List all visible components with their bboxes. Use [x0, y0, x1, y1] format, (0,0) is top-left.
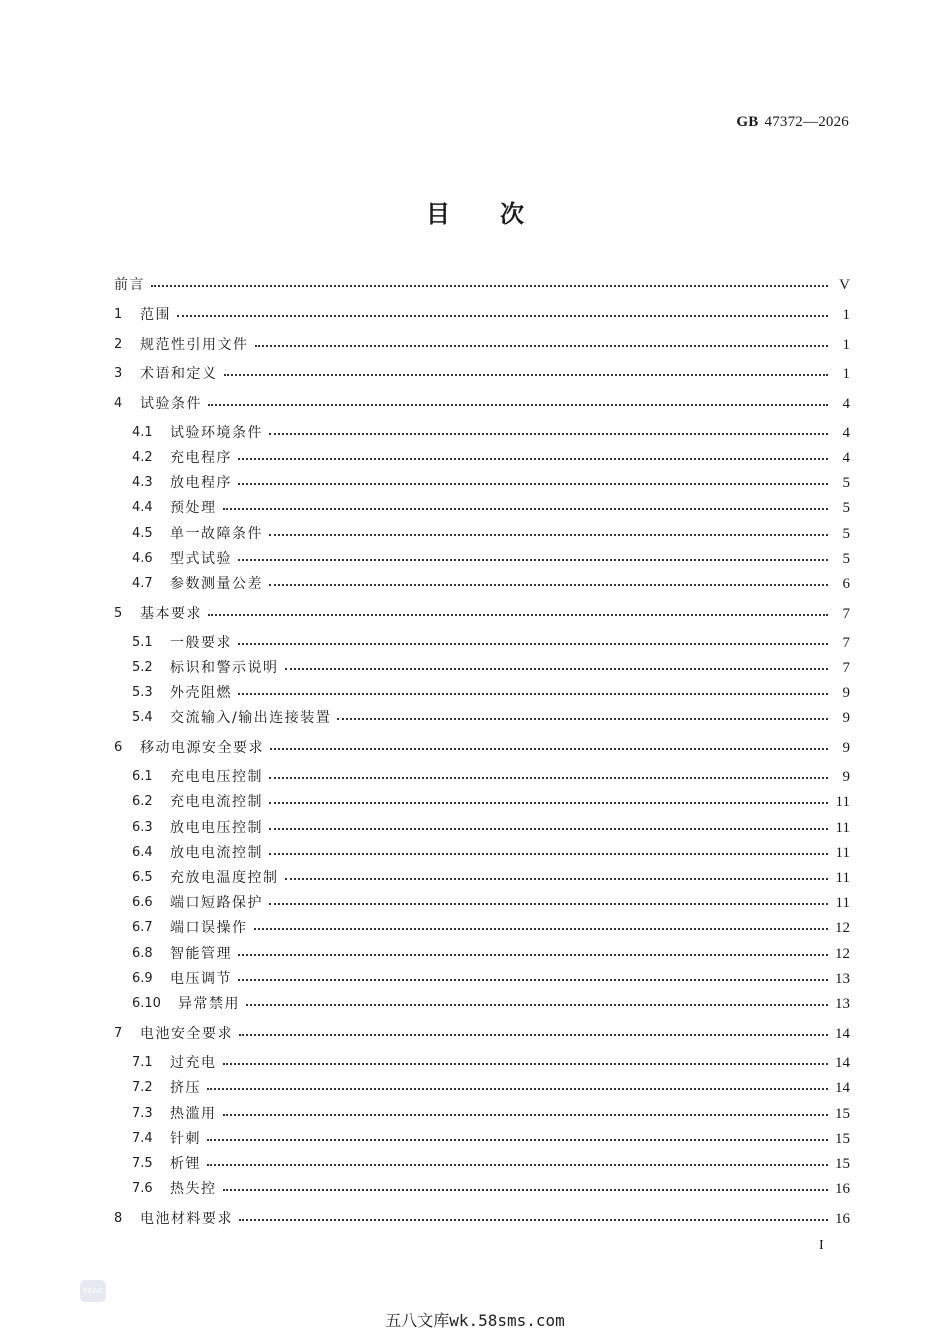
- toc-entry-title: 电压调节: [170, 971, 232, 987]
- toc-entry-title: 基本要求: [140, 606, 202, 622]
- toc-entry-title: 充放电温度控制: [170, 870, 279, 886]
- toc-entry-page: 5: [842, 500, 850, 516]
- toc-entry-number: 6: [114, 740, 123, 755]
- toc-entry-page: 5: [842, 551, 850, 567]
- toc-entry[interactable]: [132, 549, 850, 569]
- toc-entry[interactable]: [132, 1053, 850, 1073]
- toc-entry[interactable]: [114, 305, 850, 325]
- toc-dot-leader: [239, 1219, 828, 1221]
- toc-entry-page: 14: [835, 1080, 850, 1096]
- toc-dot-leader: [238, 954, 828, 956]
- toc-entry-title: 智能管理: [170, 946, 232, 962]
- toc-entry[interactable]: [132, 843, 850, 863]
- toc-entry-title: 针刺: [170, 1131, 201, 1147]
- seac-logo-text: SEAC: [82, 1287, 104, 1295]
- toc-entry-title: 异常禁用: [178, 996, 240, 1012]
- toc-entry-number: 6.6: [132, 895, 153, 910]
- toc-entry-title: 电池材料要求: [140, 1211, 233, 1227]
- toc-entry-number: 6.1: [132, 769, 153, 784]
- toc-entry[interactable]: [132, 658, 850, 678]
- toc-entry-title: 析锂: [170, 1156, 201, 1172]
- toc-entry-title: 移动电源安全要求: [140, 740, 264, 756]
- toc-entry[interactable]: [132, 918, 850, 938]
- toc-entry-page: 9: [842, 710, 850, 726]
- toc-entry[interactable]: [132, 944, 850, 964]
- toc-entry-page: 12: [835, 946, 850, 962]
- toc-entry-title: 参数测量公差: [170, 576, 263, 592]
- toc-dot-leader: [238, 979, 828, 981]
- toc-entry[interactable]: [132, 423, 850, 443]
- toc-entry-number: 1: [114, 307, 123, 322]
- toc-entry-number: 7.4: [132, 1131, 153, 1146]
- toc-entry-page: 16: [835, 1181, 850, 1197]
- toc-entry[interactable]: [132, 969, 850, 989]
- toc-entry-page: 5: [842, 475, 850, 491]
- toc-entry-number: 4.5: [132, 526, 153, 541]
- toc-dot-leader: [177, 315, 828, 317]
- toc-entry-title: 充电电压控制: [170, 769, 263, 785]
- toc-dot-leader: [223, 1189, 829, 1191]
- toc-entry[interactable]: [114, 275, 850, 295]
- toc-entry-page: 1: [842, 366, 850, 382]
- footer-site-watermark: 五八文库wk.58sms.com: [385, 1311, 565, 1330]
- toc-dot-leader: [223, 1063, 829, 1065]
- toc-entry-page: 9: [842, 740, 850, 756]
- toc-entry-number: 5: [114, 606, 123, 621]
- toc-entry-page: 4: [842, 396, 850, 412]
- toc-entry-title: 热失控: [170, 1181, 217, 1197]
- toc-entry-title: 术语和定义: [140, 366, 218, 382]
- toc-dot-leader: [239, 1034, 828, 1036]
- standard-number: 47372—2026: [764, 114, 849, 130]
- toc-entry-number: 3: [114, 366, 123, 381]
- toc-entry[interactable]: [132, 1154, 850, 1174]
- seac-logo-icon: [80, 1280, 106, 1302]
- toc-entry-number: 4.4: [132, 500, 153, 515]
- toc-dot-leader: [337, 718, 828, 720]
- toc-dot-leader: [207, 1164, 828, 1166]
- toc-entry[interactable]: [132, 767, 850, 787]
- toc-entry-number: 7.1: [132, 1055, 153, 1070]
- toc-entry-title: 范围: [140, 307, 171, 323]
- toc-dot-leader: [269, 802, 828, 804]
- toc-entry-title: 端口短路保护: [170, 895, 263, 911]
- toc-entry[interactable]: [132, 994, 850, 1014]
- toc-entry-title: 试验环境条件: [170, 425, 263, 441]
- toc-dot-leader: [255, 345, 829, 347]
- toc-dot-leader: [270, 748, 828, 750]
- toc-entry[interactable]: [132, 524, 850, 544]
- toc-entry[interactable]: [132, 708, 850, 728]
- toc-dot-leader: [208, 404, 828, 406]
- toc-entry-page: 4: [842, 425, 850, 441]
- toc-entry-number: 6.9: [132, 971, 153, 986]
- toc-entry-title: 放电电流控制: [170, 845, 263, 861]
- toc-entry-title: 交流输入/输出连接装置: [170, 710, 332, 726]
- toc-entry-page: 14: [835, 1026, 850, 1042]
- toc-dot-leader: [207, 1139, 828, 1141]
- toc-entry[interactable]: [132, 1179, 850, 1199]
- toc-entry-page: 13: [835, 971, 850, 987]
- toc-entry[interactable]: [114, 364, 850, 384]
- toc-entry-page: 15: [835, 1156, 850, 1172]
- toc-dot-leader: [269, 433, 828, 435]
- toc-entry[interactable]: [114, 604, 850, 624]
- toc-entry-page: 9: [842, 769, 850, 785]
- toc-entry[interactable]: [132, 683, 850, 703]
- toc-entry-title: 单一故障条件: [170, 526, 263, 542]
- toc-entry-page: 6: [842, 576, 850, 592]
- toc-entry[interactable]: [114, 1024, 850, 1044]
- toc-entry[interactable]: [132, 473, 850, 493]
- toc-entry-number: 7.3: [132, 1106, 153, 1121]
- toc-entry-number: 6.10: [132, 996, 161, 1011]
- toc-entry-page: 13: [835, 996, 850, 1012]
- toc-entry[interactable]: [132, 574, 850, 594]
- toc-entry[interactable]: [132, 1129, 850, 1149]
- toc-entry[interactable]: [132, 893, 850, 913]
- toc-entry-number: 2: [114, 337, 123, 352]
- toc-dot-leader: [238, 483, 828, 485]
- toc-entry-number: 5.3: [132, 685, 153, 700]
- toc-entry[interactable]: [132, 868, 850, 888]
- toc-dot-leader: [246, 1004, 828, 1006]
- toc-entry-page: 4: [842, 450, 850, 466]
- toc-entry-number: 6.4: [132, 845, 153, 860]
- toc-entry-title: 前言: [114, 277, 145, 293]
- toc-entry-page: 15: [835, 1106, 850, 1122]
- toc-entry-page: 11: [835, 820, 850, 836]
- toc-entry-number: 4.1: [132, 425, 153, 440]
- toc-entry-title: 挤压: [170, 1080, 201, 1096]
- toc-entry-number: 5.1: [132, 635, 153, 650]
- toc-entry[interactable]: [132, 1104, 850, 1124]
- toc-dot-leader: [208, 614, 828, 616]
- toc-entry-page: 1: [842, 337, 850, 353]
- toc-entry[interactable]: [132, 818, 850, 838]
- toc-entry-number: 4.2: [132, 450, 153, 465]
- toc-dot-leader: [269, 584, 828, 586]
- toc-dot-leader: [223, 1114, 829, 1116]
- toc-entry-page: 5: [842, 526, 850, 542]
- toc-entry-number: 5.4: [132, 710, 153, 725]
- toc-entry-number: 5.2: [132, 660, 153, 675]
- toc-entry-page: 11: [835, 870, 850, 886]
- toc-entry-title: 端口误操作: [170, 920, 248, 936]
- toc-entry-page: 11: [835, 895, 850, 911]
- toc-entry-number: 6.8: [132, 946, 153, 961]
- toc-entry-title: 放电电压控制: [170, 820, 263, 836]
- toc-entry[interactable]: [114, 1209, 850, 1229]
- toc-dot-leader: [269, 828, 828, 830]
- toc-entry-number: 6.5: [132, 870, 153, 885]
- toc-entry-number: 4.6: [132, 551, 153, 566]
- toc-dot-leader: [269, 853, 828, 855]
- toc-entry[interactable]: [114, 394, 850, 414]
- toc-dot-leader: [285, 668, 829, 670]
- toc-dot-leader: [238, 458, 828, 460]
- toc-entry-page: 15: [835, 1131, 850, 1147]
- toc-dot-leader: [254, 928, 829, 930]
- toc-title-char-2: 次: [500, 200, 524, 228]
- toc-entry-number: 7.6: [132, 1181, 153, 1196]
- toc-entry-page: 7: [842, 635, 850, 651]
- toc-entry[interactable]: [132, 448, 850, 468]
- toc-dot-leader: [269, 777, 828, 779]
- toc-entry-title: 外壳阻燃: [170, 685, 232, 701]
- toc-entry[interactable]: [114, 335, 850, 355]
- toc-entry[interactable]: [132, 633, 850, 653]
- toc-entry-title: 放电程序: [170, 475, 232, 491]
- toc-title-char-1: 目: [426, 200, 450, 228]
- toc-entry-number: 4: [114, 396, 123, 411]
- page-number: I: [819, 1238, 824, 1253]
- toc-entry-page: 7: [842, 606, 850, 622]
- toc-entry-title: 热滥用: [170, 1106, 217, 1122]
- toc-entry-page: 11: [835, 845, 850, 861]
- toc-entry[interactable]: [114, 738, 850, 758]
- toc-entry-page: 11: [835, 794, 850, 810]
- toc-dot-leader: [238, 693, 828, 695]
- toc-entry-number: 6.3: [132, 820, 153, 835]
- toc-entry-title: 规范性引用文件: [140, 337, 249, 353]
- toc-entry-number: 6.2: [132, 794, 153, 809]
- toc-dot-leader: [223, 508, 829, 510]
- toc-dot-leader: [224, 374, 829, 376]
- toc-entry-number: 8: [114, 1211, 123, 1226]
- toc-dot-leader: [269, 903, 828, 905]
- standard-prefix: GB: [736, 114, 759, 130]
- toc-entry-title: 过充电: [170, 1055, 217, 1071]
- toc-entry-page: 16: [835, 1211, 850, 1227]
- toc-entry-page: 7: [842, 660, 850, 676]
- toc-entry[interactable]: [132, 498, 850, 518]
- toc-entry-title: 电池安全要求: [140, 1026, 233, 1042]
- toc-dot-leader: [238, 643, 828, 645]
- toc-entry-title: 一般要求: [170, 635, 232, 651]
- toc-entry-title: 标识和警示说明: [170, 660, 279, 676]
- toc-entry-title: 试验条件: [140, 396, 202, 412]
- toc-entry-page: V: [839, 277, 850, 293]
- toc-dot-leader: [238, 559, 828, 561]
- toc-entry-number: 6.7: [132, 920, 153, 935]
- toc-entry-title: 型式试验: [170, 551, 232, 567]
- toc-entry-page: 14: [835, 1055, 850, 1071]
- toc-entry-page: 1: [842, 307, 850, 323]
- toc-entry-number: 7.2: [132, 1080, 153, 1095]
- toc-entry-number: 7: [114, 1026, 123, 1041]
- toc-entry-page: 12: [835, 920, 850, 936]
- toc-dot-leader: [285, 878, 829, 880]
- toc-entry[interactable]: [132, 1078, 850, 1098]
- toc-entry-title: 充电程序: [170, 450, 232, 466]
- toc-entry-number: 7.5: [132, 1156, 153, 1171]
- toc-entry-title: 充电电流控制: [170, 794, 263, 810]
- toc-dot-leader: [151, 285, 828, 287]
- toc-entry-title: 预处理: [170, 500, 217, 516]
- toc-entry-number: 4.3: [132, 475, 153, 490]
- toc-entry[interactable]: [132, 792, 850, 812]
- toc-dot-leader: [269, 534, 828, 536]
- toc-entry-number: 4.7: [132, 576, 153, 591]
- toc-dot-leader: [207, 1088, 828, 1090]
- toc-entry-page: 9: [842, 685, 850, 701]
